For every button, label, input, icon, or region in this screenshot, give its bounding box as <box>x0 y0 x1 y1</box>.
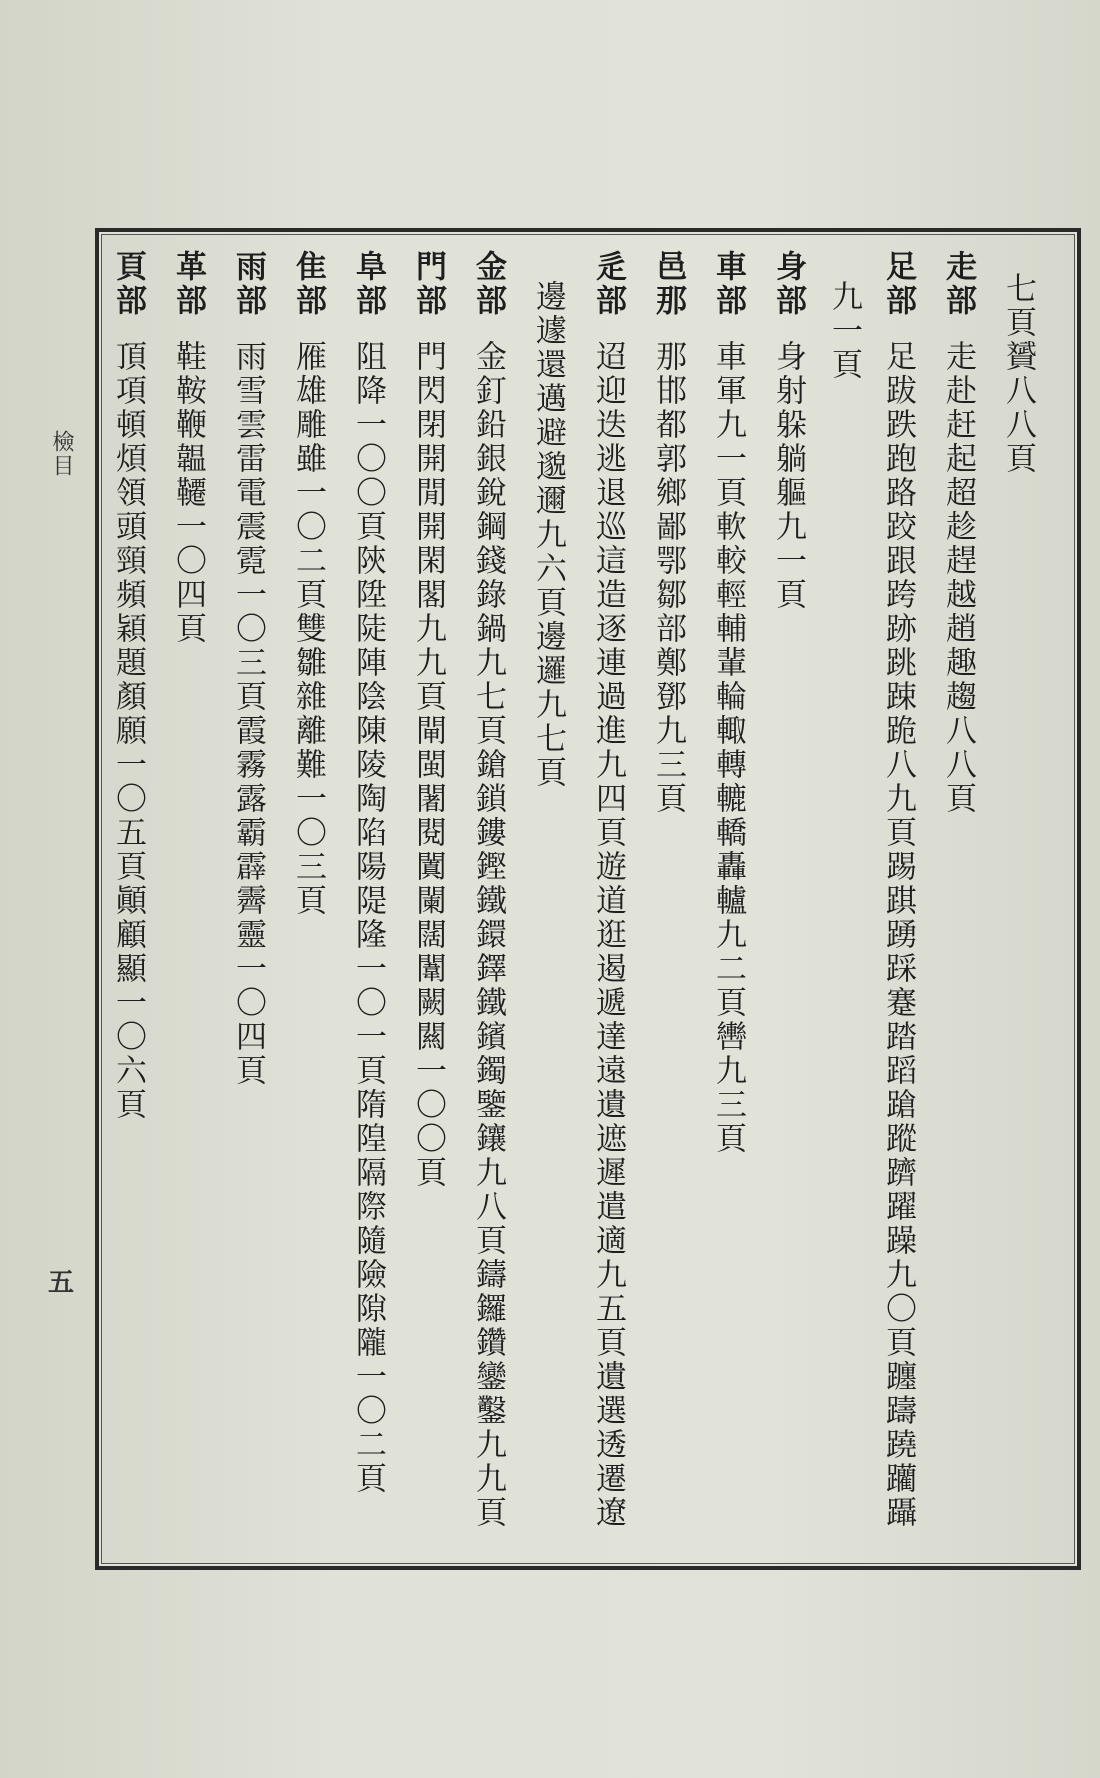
index-column <box>590 250 626 1530</box>
character-list: 雁雄雕雖一〇二頁雙雛雜離難一〇三頁 <box>290 340 326 918</box>
character-list: 頂項頓煩領頭頸頻穎題顏願一〇五頁顚顧顯一〇六頁 <box>110 340 146 1122</box>
index-column <box>170 250 206 646</box>
index-column <box>350 250 386 1496</box>
character-list: 走赴赶起超趁趕越趙趣趨八八頁 <box>940 340 976 816</box>
character-list: 金釘鉛銀銳鋼錢錄鍋九七頁鎗鎖鏤鏗鐵鐶鐸鐵鑌鐲鑒鑲九八頁鑄鑼鑽鑾鑿九九頁 <box>470 340 506 1530</box>
index-column <box>650 250 686 816</box>
radical-heading: 車部 <box>710 250 746 318</box>
index-column <box>470 250 506 1530</box>
character-list: 九一頁 <box>826 280 862 382</box>
radical-heading: 足部 <box>880 250 916 318</box>
character-list: 邊遽還邁避邈邇九六頁邊邏九七頁 <box>530 280 566 790</box>
index-column <box>940 250 976 816</box>
radical-heading: 身部 <box>770 250 806 318</box>
index-column <box>110 250 146 1122</box>
character-list: 門閃閉開閒開閑閣九九頁閘閩闍閱闐闌闊闈闕闗一〇〇頁 <box>410 340 446 1190</box>
index-column <box>826 280 862 382</box>
index-column <box>410 250 446 1190</box>
radical-heading: 金部 <box>470 250 506 318</box>
index-column <box>290 250 326 918</box>
character-list: 迢迎迭逃退巡這造逐連過進九四頁遊道逛遏遞達遠遺遮遲遣適九五頁遺選透遷遼 <box>590 340 626 1530</box>
character-list: 足跋跌跑路跤跟跨跡跳踈跪八九頁踢踑踴踩蹇踏蹈蹌蹤躋躍躁九〇頁躔躊蹺躪躡 <box>880 340 916 1530</box>
radical-heading: 門部 <box>410 250 446 318</box>
character-list: 雨雪雲雷電震霓一〇三頁霞霧露霸霹霽靈一〇四頁 <box>230 340 266 1088</box>
radical-heading: 辵部 <box>590 250 626 318</box>
page-number: 五 <box>48 1268 75 1298</box>
index-column <box>1000 272 1036 476</box>
radical-heading: 邑那 <box>650 250 686 318</box>
character-list: 七頁贇八八頁 <box>1000 272 1036 476</box>
character-list: 阻降一〇〇頁陝陞陡陣陰陳陵陶陷陽隄隆一〇一頁隋隍隔際隨險隙隴一〇二頁 <box>350 340 386 1496</box>
radical-heading: 走部 <box>940 250 976 318</box>
radical-heading: 隹部 <box>290 250 326 318</box>
radical-heading: 革部 <box>170 250 206 318</box>
character-list: 那邯都郭鄉鄙鄂鄒部鄭鄧九三頁 <box>650 340 686 816</box>
radical-heading: 頁部 <box>110 250 146 318</box>
character-list: 身射躲躺軀九一頁 <box>770 340 806 612</box>
side-margin-label: 檢目 <box>49 430 74 478</box>
index-column <box>230 250 266 1088</box>
index-column <box>710 250 746 1156</box>
index-column <box>880 250 916 1530</box>
index-column <box>770 250 806 612</box>
character-list: 鞋鞍鞭韞韆一〇四頁 <box>170 340 206 646</box>
character-list: 車軍九一頁軟較輕輔輩輪輙轉轆轎轟轤九二頁轡九三頁 <box>710 340 746 1156</box>
index-column <box>530 280 566 790</box>
radical-heading: 雨部 <box>230 250 266 318</box>
radical-heading: 阜部 <box>350 250 386 318</box>
